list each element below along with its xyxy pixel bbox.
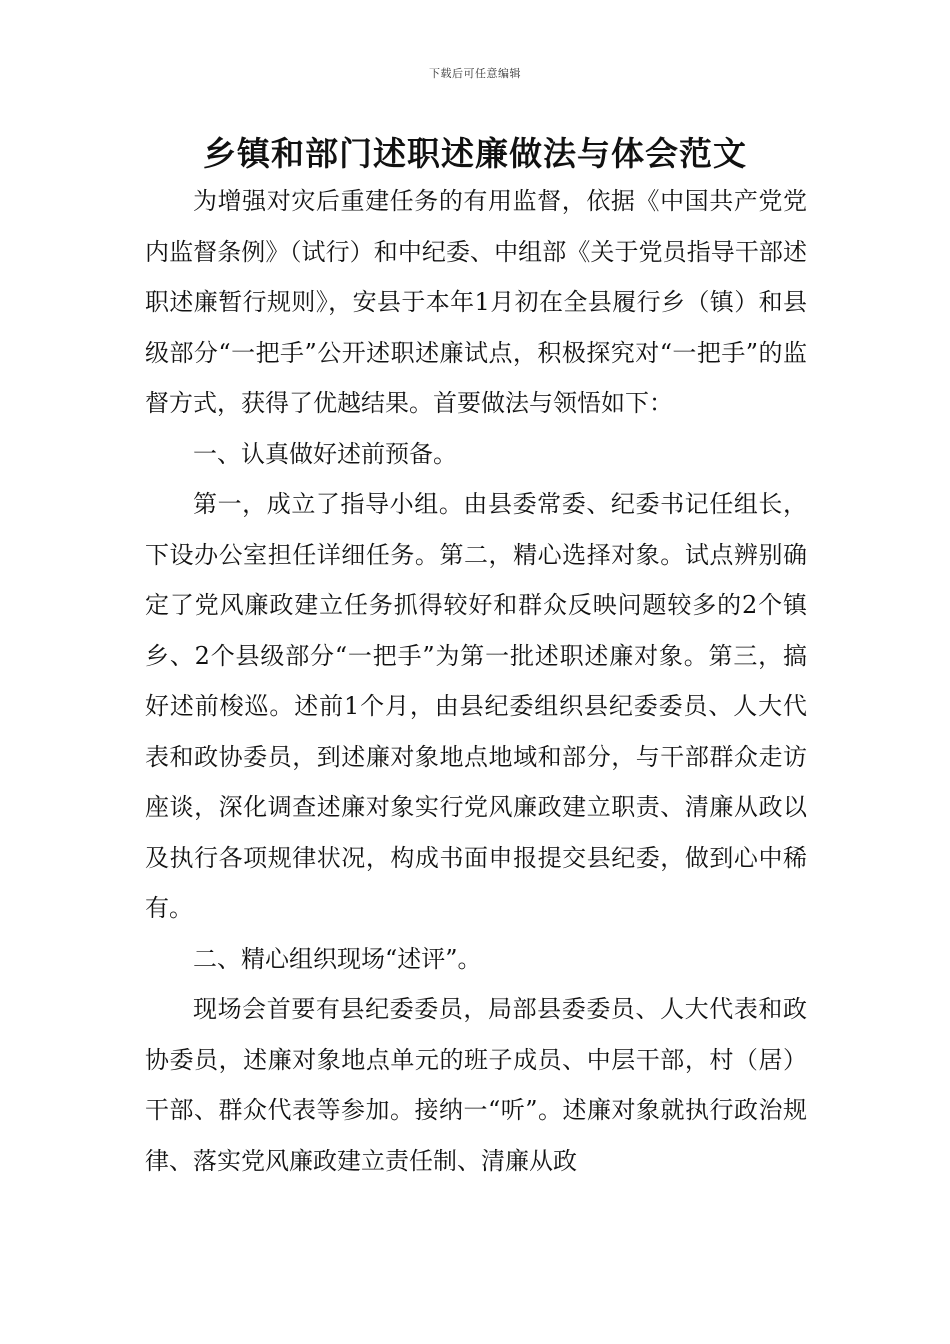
paragraph-intro: 为增强对灾后重建任务的有用监督，依据《中国共产党党内监督条例》（试行）和中纪委、中组部《关于党员指导干部述职述廉暂行规则》，安县于本年1月初在全县履行乡（镇）和县级部分“一把手”公开述职述廉试点，积极探究对“一把手”的监督方式，获得了优越结果。首要做法与领悟如下： <box>145 187 807 417</box>
document-title: 乡镇和部门述职述廉做法与体会范文 <box>203 134 747 173</box>
section-heading-2: 二、精心组织现场“述评”。 <box>193 944 482 973</box>
paragraph-section-1: 第一，成立了指导小组。由县委常委、纪委书记任组长，下设办公室担任详细任务。第二，精心选择对象。试点辨别确定了党风廉政建立任务抓得较好和群众反映问题较多的2个镇乡、2个县级部分“一把手”为第一批述职述廉对象。第三，搞好述前梭巡。述前1个月，由县纪委组织县纪委委员、人大代表和政协委员，到述廉对象地点地域和部分，与干部群众走访座谈，深化调查述廉对象实行党风廉政建立职责、清廉从政以及执行各项规律状况，构成书面申报提交县纪委，做到心中稀有。 <box>145 490 807 922</box>
paragraph-section-2: 现场会首要有县纪委委员，局部县委委员、人大代表和政协委员，述廉对象地点单元的班子成员、中层干部，村（居）干部、群众代表等参加。接纳一“听”。述廉对象就执行政治规律、落实党风廉政建立责任制、清廉从政 <box>145 995 807 1175</box>
page-header-note: 下载后可任意编辑 <box>429 67 521 80</box>
document-body <box>145 176 807 1186</box>
section-heading-1: 一、认真做好述前预备。 <box>193 439 457 468</box>
